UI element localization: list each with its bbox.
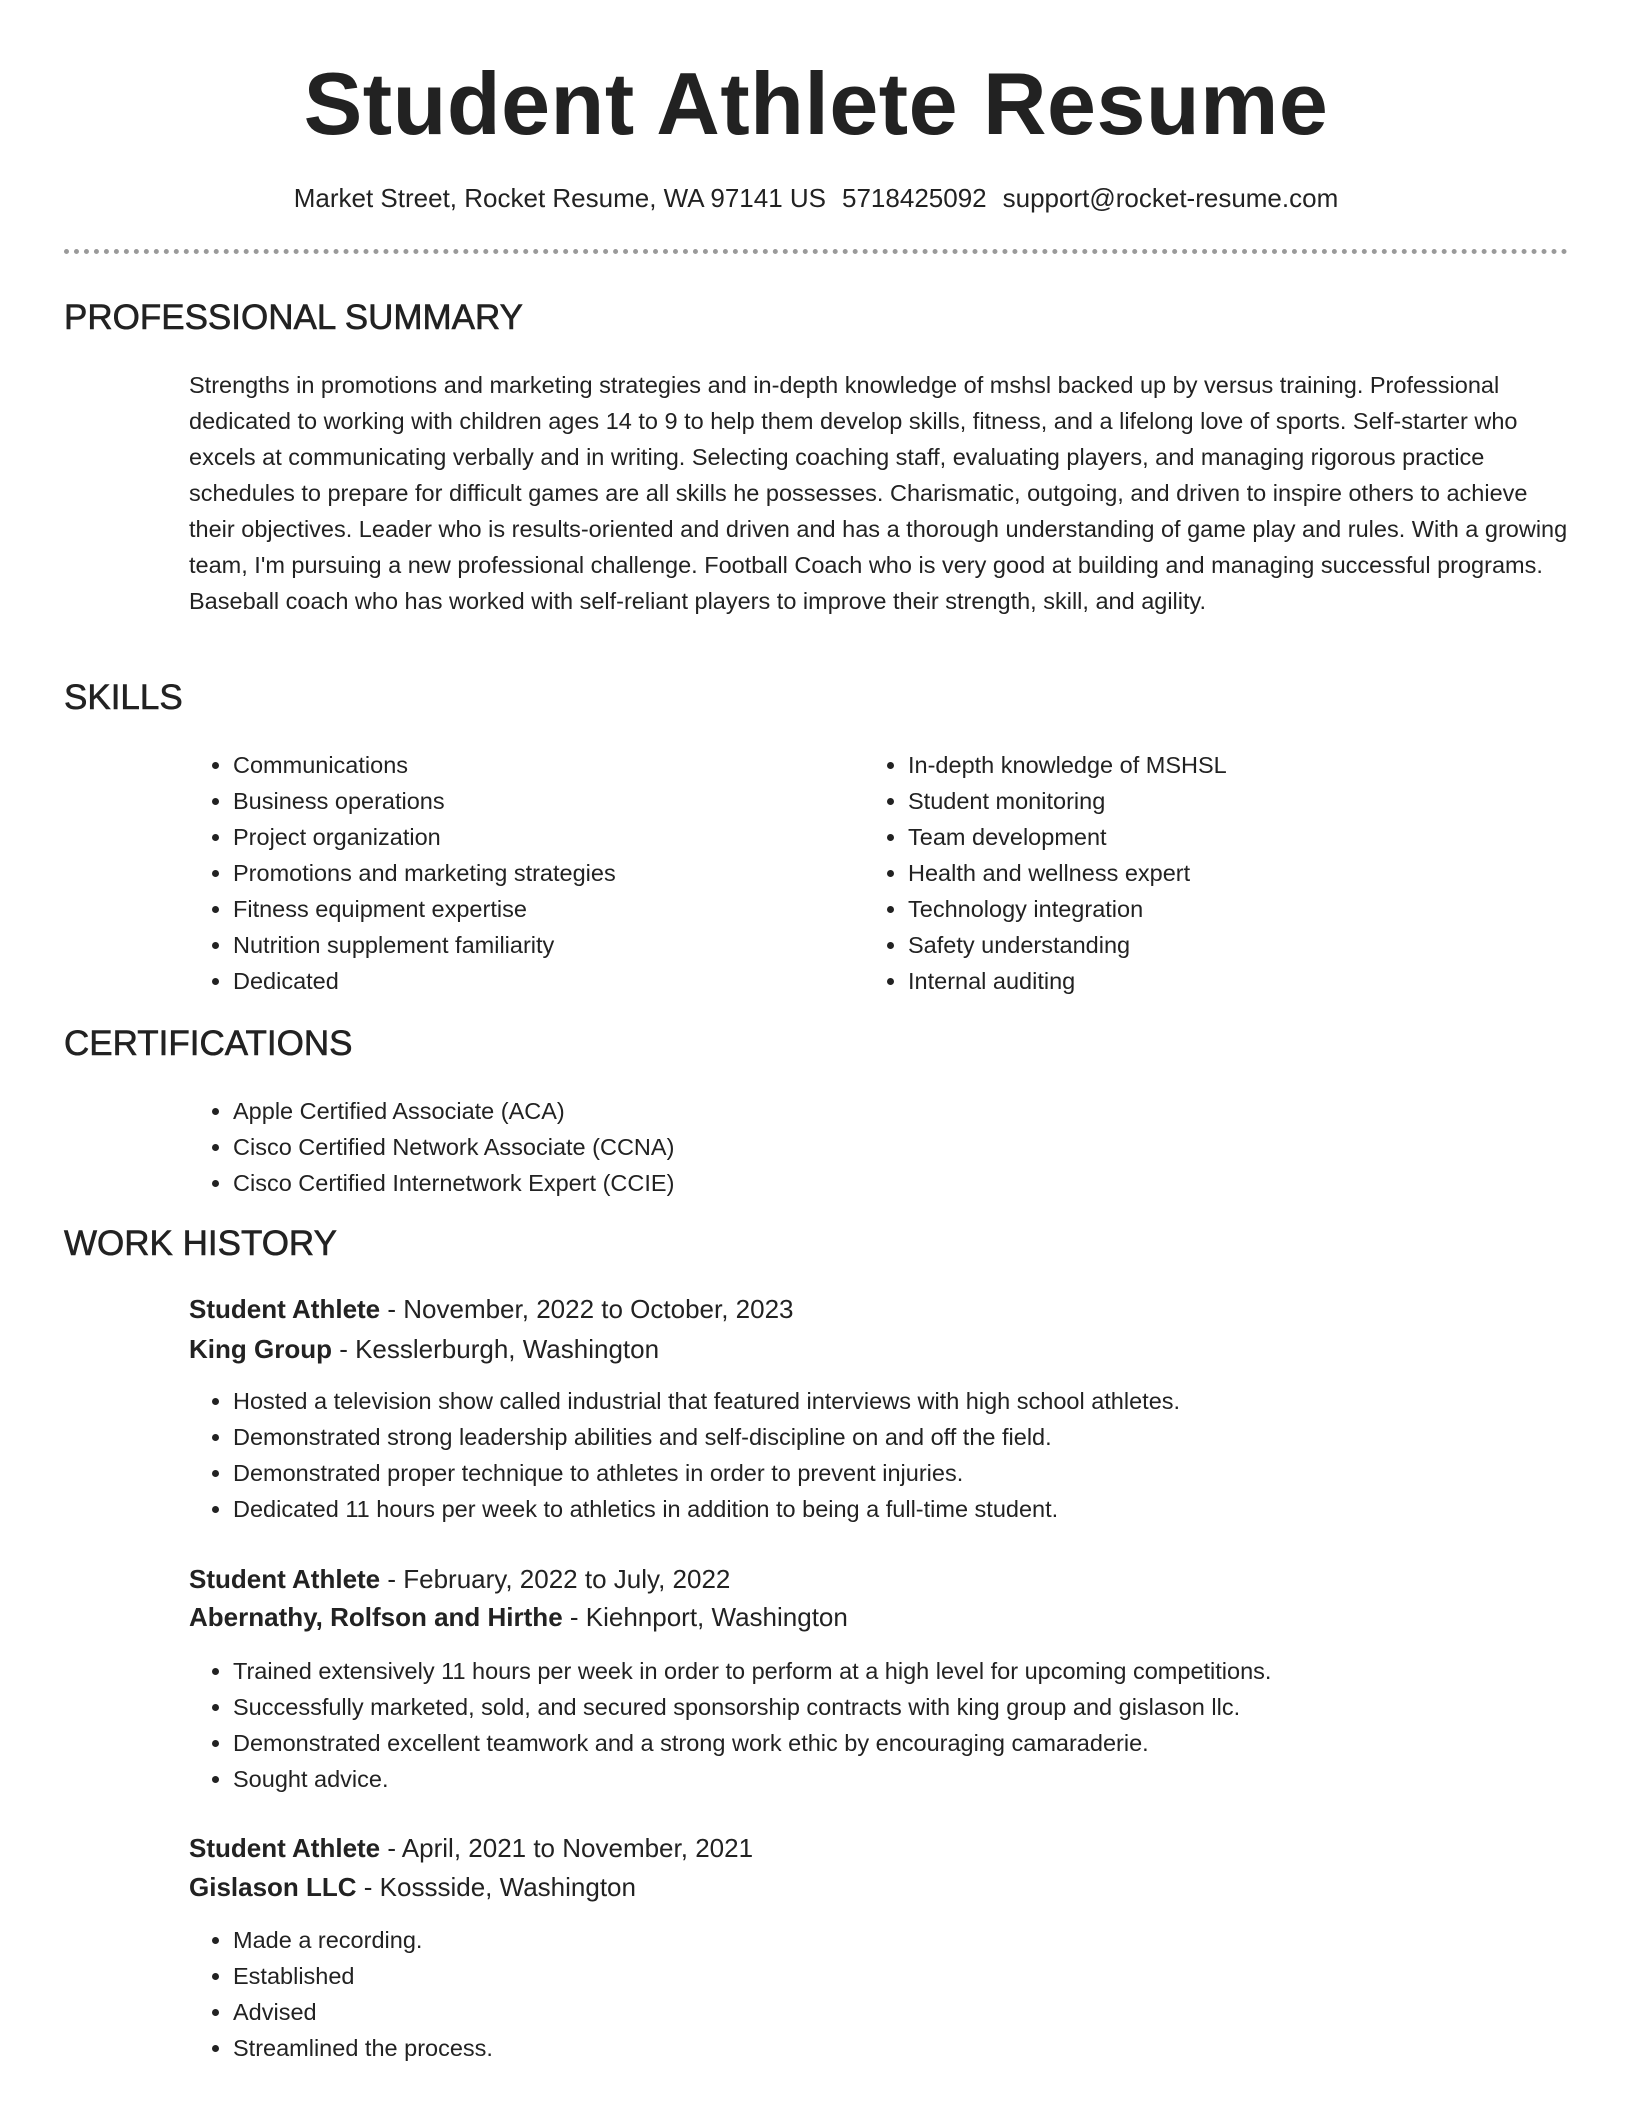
list-item: • Apple Certified Associate (ACA) <box>233 1093 1533 1129</box>
job-location: - Kiehnport, Washington <box>562 1602 848 1632</box>
job-title-line <box>189 1560 730 1598</box>
job-duties-list <box>189 1922 1613 2066</box>
resume-title: Student Athlete Resume <box>303 54 1329 153</box>
job-title-line <box>189 1829 753 1867</box>
job-company: Gislason LLC <box>189 1872 357 1902</box>
list-item: • Hosted a television show called industrial that featured interviews with high school athletes. <box>233 1383 1613 1419</box>
job-location: - Kesslerburgh, Washington <box>331 1334 660 1364</box>
job-company-line <box>189 1598 848 1636</box>
list-item: • Demonstrated excellent teamwork and a strong work ethic by encouraging camaraderie. <box>233 1725 1613 1761</box>
job-company: Abernathy, Rolfson and Hirthe <box>189 1602 563 1632</box>
list-item: • Technology integration <box>908 891 1588 927</box>
certifications-list <box>189 1093 1533 1201</box>
list-item: • Nutrition supplement familiarity <box>233 927 853 963</box>
list-item: • Streamlined the process. <box>233 2030 1613 2066</box>
list-item: • Student monitoring <box>908 783 1588 819</box>
summary-text: Strengths in promotions and marketing strategies and in-depth knowledge of mshsl backed up by versus training. Professional dedicated to working with children ages 14 to 9 to help them develop skills, fitness, and a lifelong love of sports. Self-starter who excels at communicating verbally and in writing. Selecting coaching staff, evaluating players, and managing rigorous practice schedules to prepare for difficult games are all skills he possesses. Charismatic, outgoing, and driven to inspire others to achieve their objectives. Leader who is results-oriented and driven and has a thorough understanding of game play and rules. With a growing team, I'm pursuing a new professional challenge. Football Coach who is very good at building and managing successful programs. Baseball coach who has worked with self-reliant players to improve their strength, skill, and agility. <box>189 372 1568 614</box>
list-item: • Established <box>233 1958 1613 1994</box>
list-item: • Trained extensively 11 hours per week in order to perform at a high level for upcoming competitions. <box>233 1653 1613 1689</box>
job-title-line <box>189 1290 794 1328</box>
list-item: • Business operations <box>233 783 853 819</box>
list-item: • Cisco Certified Network Associate (CCNA) <box>233 1129 1533 1165</box>
list-item: • Dedicated <box>233 963 853 999</box>
job-dates: - April, 2021 to November, 2021 <box>380 1833 754 1863</box>
skills-list-left <box>189 747 853 999</box>
work-history-heading: WORK HISTORY <box>64 1224 337 1263</box>
list-item: • In-depth knowledge of MSHSL <box>908 747 1588 783</box>
list-item: • Internal auditing <box>908 963 1588 999</box>
job-duties-list <box>189 1383 1613 1527</box>
summary-heading: PROFESSIONAL SUMMARY <box>64 298 523 337</box>
skills-list-right <box>864 747 1588 999</box>
list-item: • Successfully marketed, sold, and secured sponsorship contracts with king group and gislason llc. <box>233 1689 1613 1725</box>
list-item: • Health and wellness expert <box>908 855 1588 891</box>
job-company: King Group <box>189 1334 332 1364</box>
job-title: Student Athlete <box>189 1564 381 1594</box>
list-item: • Cisco Certified Internetwork Expert (CCIE) <box>233 1165 1533 1201</box>
list-item: • Demonstrated proper technique to athletes in order to prevent injuries. <box>233 1455 1613 1491</box>
list-item: • Sought advice. <box>233 1761 1613 1797</box>
job-duties-list <box>189 1653 1613 1797</box>
job-dates: - November, 2022 to October, 2023 <box>380 1294 794 1324</box>
contact-line <box>0 180 1632 216</box>
list-item: • Made a recording. <box>233 1922 1613 1958</box>
job-dates: - February, 2022 to July, 2022 <box>380 1564 731 1594</box>
list-item: • Fitness equipment expertise <box>233 891 853 927</box>
list-item: • Safety understanding <box>908 927 1588 963</box>
job-location: - Kossside, Washington <box>356 1872 636 1902</box>
list-item: • Advised <box>233 1994 1613 2030</box>
certifications-heading: CERTIFICATIONS <box>64 1024 353 1063</box>
header-divider <box>64 249 1568 254</box>
skills-heading: SKILLS <box>64 678 183 717</box>
list-item: • Team development <box>908 819 1588 855</box>
list-item: • Communications <box>233 747 853 783</box>
job-title: Student Athlete <box>189 1833 381 1863</box>
job-company-line <box>189 1330 659 1368</box>
list-item: • Dedicated 11 hours per week to athletics in addition to being a full-time student. <box>233 1491 1613 1527</box>
contact-phone: 5718425092 <box>842 183 987 213</box>
list-item: • Demonstrated strong leadership abilities and self-discipline on and off the field. <box>233 1419 1613 1455</box>
contact-address: Market Street, Rocket Resume, WA 97141 US <box>293 183 827 213</box>
list-item: • Project organization <box>233 819 853 855</box>
list-item: • Promotions and marketing strategies <box>233 855 853 891</box>
job-title: Student Athlete <box>189 1294 381 1324</box>
job-company-line <box>189 1868 636 1906</box>
contact-email: support@rocket-resume.com <box>1002 183 1339 213</box>
